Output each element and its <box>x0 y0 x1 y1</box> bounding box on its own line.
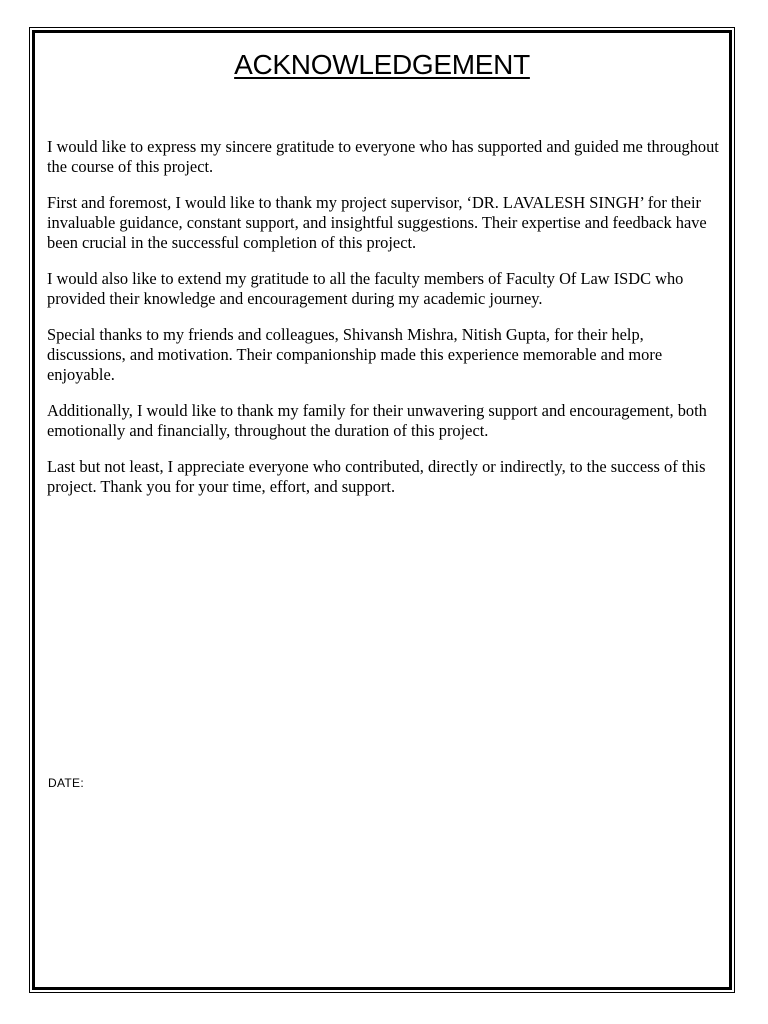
paragraph-faculty: I would also like to extend my gratitude to all the faculty members of Faculty Of Law ISDC who provided their knowledge and encouragement during my academic journey. <box>47 269 684 308</box>
paragraph-supervisor: First and foremost, I would like to thank my project supervisor, ‘DR. LAVALESH SINGH’ for their invaluable guidance, constant support, and insightful suggestions. Their expertise and feedback have been crucial in the successful completion of this project. <box>47 193 707 252</box>
paragraph-closing: Last but not least, I appreciate everyone who contributed, directly or indirectly, to the success of this project. Thank you for your time, effort, and support. <box>47 457 706 496</box>
page-title <box>35 49 729 81</box>
paragraph-intro: I would like to express my sincere gratitude to everyone who has supported and guided me throughout the course of this project. <box>47 137 719 176</box>
page-border <box>32 30 732 990</box>
title-text: ACKNOWLEDGEMENT <box>234 49 530 80</box>
date-label: DATE: <box>48 776 84 790</box>
paragraph-family: Additionally, I would like to thank my family for their unwavering support and encouragement, both emotionally and financially, throughout the duration of this project. <box>47 401 707 440</box>
acknowledgement-body <box>47 137 721 513</box>
paragraph-friends: Special thanks to my friends and colleagues, Shivansh Mishra, Nitish Gupta, for their help, discussions, and motivation. Their companionship made this experience memorable and more enjoyable. <box>47 325 663 384</box>
